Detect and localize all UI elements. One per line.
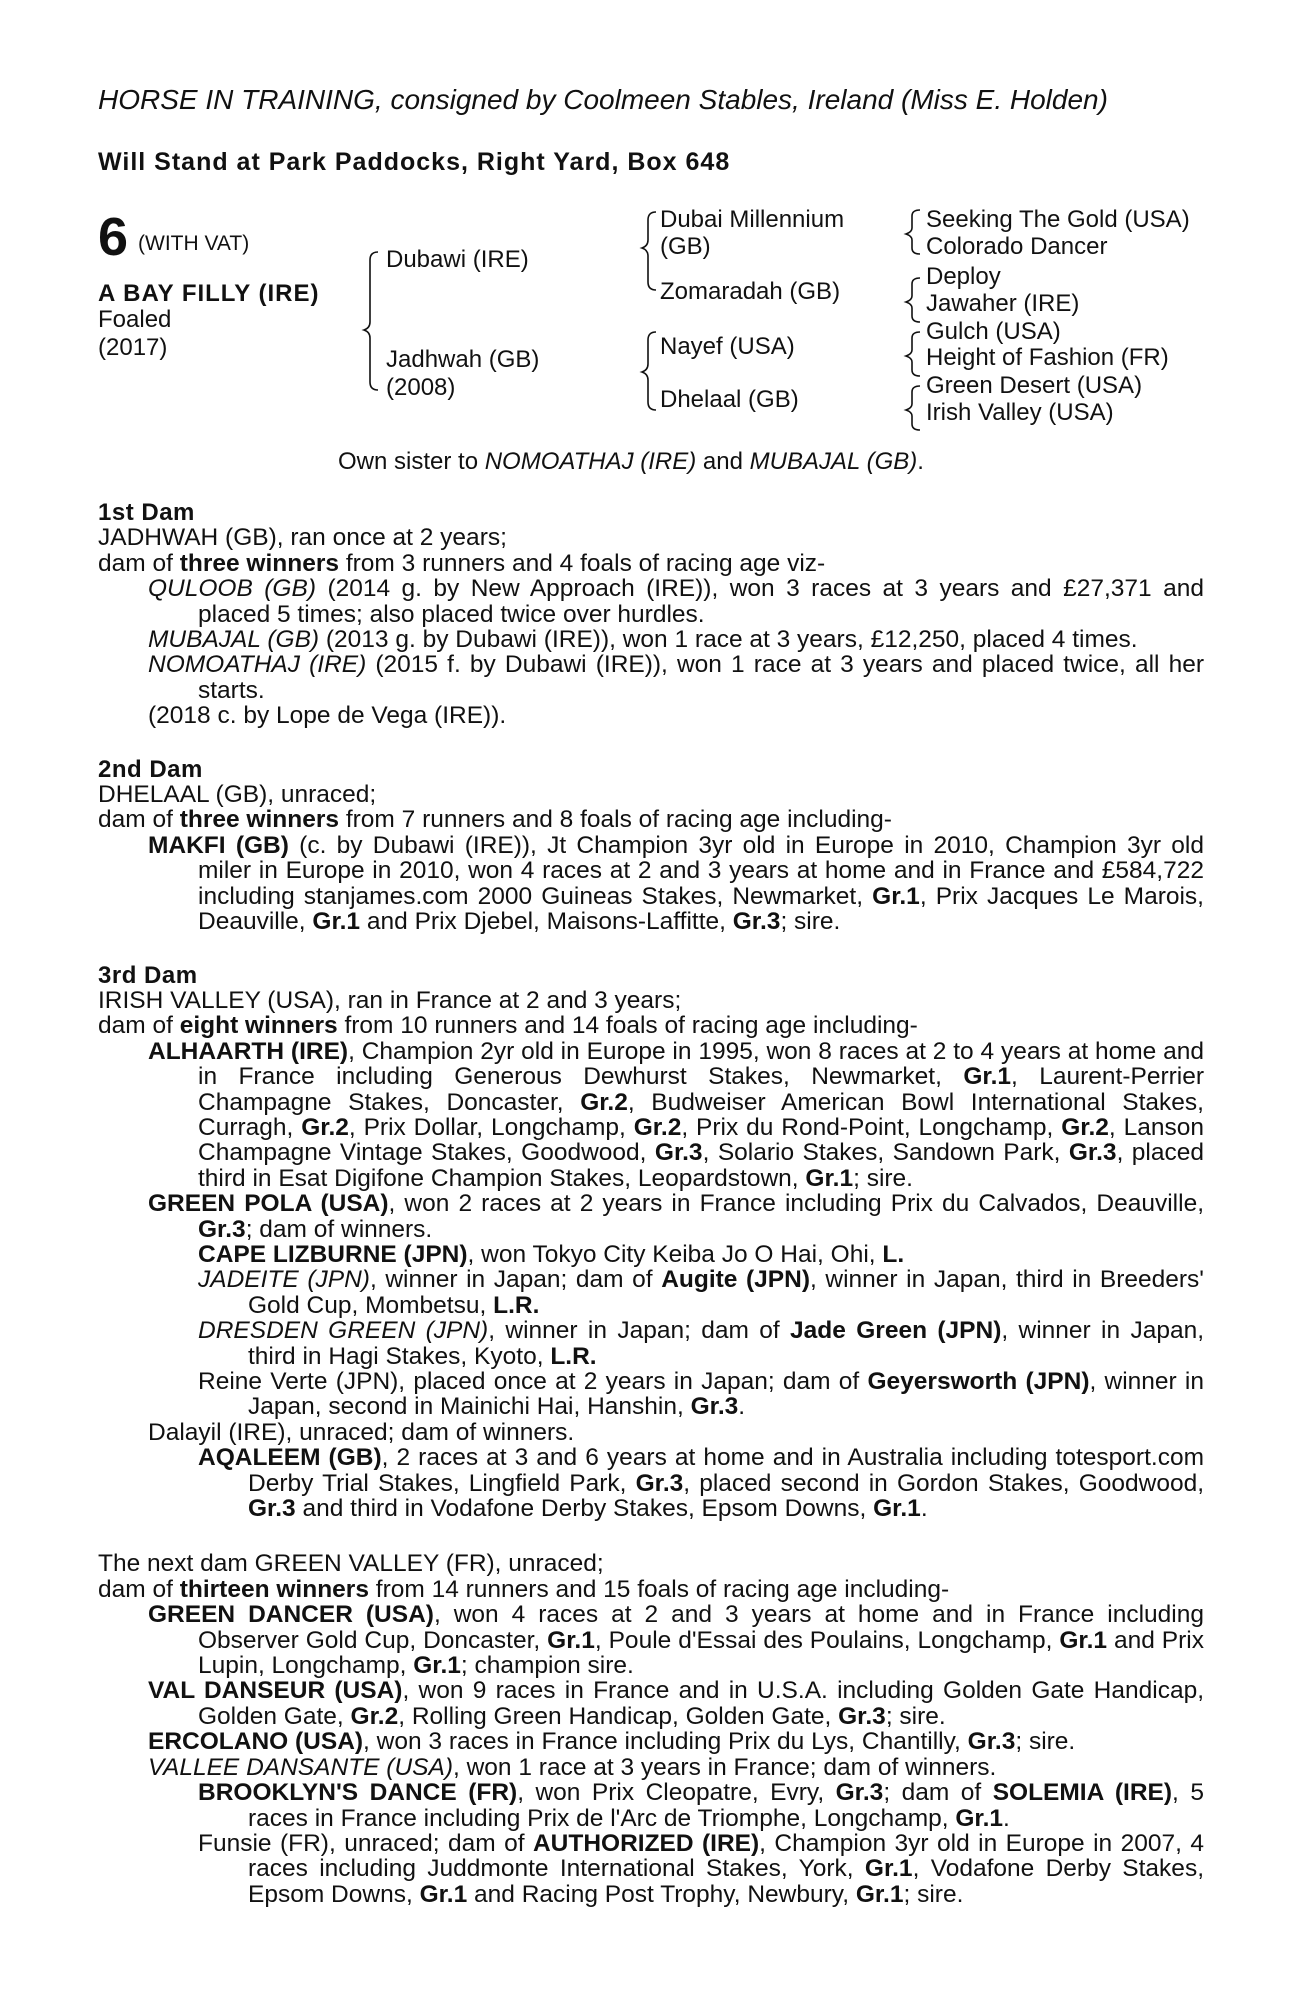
pedigree-dam-sire: Nayef (USA) (660, 333, 795, 360)
first-dam-summary: dam of three winners from 3 runners and 4 foals of racing age viz- (98, 549, 826, 577)
page-header-title: HORSE IN TRAINING, consigned by Coolmeen Stables, Ireland (Miss E. Holden) (98, 84, 1108, 115)
vat-label: (WITH VAT) (138, 232, 250, 255)
lot-number: 6 (98, 207, 129, 267)
pedigree-gen3-6: Height of Fashion (FR) (926, 344, 1169, 371)
produce-entry-aqaleem: AQALEEM (GB), 2 races at 3 and 6 years at home and in Australia including totesport.com Derby Trial Stakes, Lingfield Park, Gr.3, placed second in Gordon Stakes, Goodwood, Gr.3 and third in Vodafone Derby Stakes, Epsom Downs, Gr.1. (198, 1444, 1205, 1523)
next-dam-summary: dam of thirteen winners from 14 runners and 15 foals of racing age including- (98, 1575, 950, 1603)
produce-entry-brooklyns-dance: BROOKLYN'S DANCE (FR), won Prix Cleopatre, Evry, Gr.3; dam of SOLEMIA (IRE), 5 races in France including Prix de l'Arc de Triomphe, Longchamp, Gr.1. (198, 1779, 1204, 1832)
pedigree-gen3-5: Gulch (USA) (926, 318, 1061, 345)
produce-entry-vallee-dansante: VALLEE DANSANTE (USA), won 1 race at 3 years in France; dam of winners. (148, 1753, 997, 1781)
pedigree-gen3-1: Seeking The Gold (USA) (926, 206, 1190, 233)
pedigree-gen3-3: Deploy (926, 263, 1001, 290)
produce-entry: MUBAJAL (GB) (2013 g. by Dubawi (IRE)), won 1 race at 3 years, £12,250, placed 4 times. (148, 626, 1138, 654)
produce-entry-funsie: Funsie (FR), unraced; dam of AUTHORIZED (IRE), Champion 3yr old in Europe in 2007, 4 races including Juddmonte International Stakes, York, Gr.1, Vodafone Derby Stakes, Epsom Downs, Gr.1 and Racing Post Trophy, Newbury, Gr.1; sire. (198, 1829, 1204, 1908)
produce-entry-reine-verte: Reine Verte (JPN), placed once at 2 years in Japan; dam of Geyersworth (JPN), winner in Japan, second in Mainichi Hai, Hanshin, Gr.3. (198, 1368, 1205, 1421)
produce-entry-green-dancer: GREEN DANCER (USA), won 4 races at 2 and 3 years at home and in France including Observer Gold Cup, Doncaster, Gr.1, Poule d'Essai des Poulains, Longchamp, Gr.1 and Prix Lupin, Longchamp, Gr.1; champion sire. (148, 1601, 1204, 1680)
produce-entry: NOMOATHAJ (IRE) (2015 f. by Dubawi (IRE)), won 1 race at 3 years and placed twice, all her starts. (148, 651, 1204, 704)
pedigree-sire-dam: Zomaradah (GB) (660, 278, 841, 305)
stand-location: Will Stand at Park Paddocks, Right Yard, Box 648 (98, 148, 731, 176)
produce-entry-green-pola: GREEN POLA (USA), won 2 races at 2 years in France including Prix du Calvados, Deauville, Gr.3; dam of winners. (148, 1190, 1204, 1243)
third-dam-title: 3rd Dam (98, 961, 198, 989)
produce-entry-cape-lizburne: CAPE LIZBURNE (JPN), won Tokyo City Keiba Jo O Hai, Ohi, L. (198, 1240, 905, 1268)
next-dam-line: The next dam GREEN VALLEY (FR), unraced; (98, 1550, 604, 1578)
pedigree-dam-year: (2008) (386, 374, 456, 401)
foaled-year: (2017) (98, 334, 168, 361)
first-dam-title: 1st Dam (98, 499, 195, 526)
dam-sections (98, 500, 1204, 1907)
pedigree-sire-sire-suffix: (GB) (660, 233, 711, 260)
pedigree-sire-sire: Dubai Millennium (660, 206, 845, 233)
second-dam-title: 2nd Dam (98, 755, 203, 783)
first-dam-line: JADHWAH (GB), ran once at 2 years; (98, 524, 507, 552)
produce-entry: QULOOB (GB) (2014 g. by New Approach (IRE)), won 3 races at 3 years and £27,371 and placed 5 times; also placed twice over hurdles. (148, 575, 1204, 628)
produce-entry: (2018 c. by Lope de Vega (IRE)). (148, 702, 507, 730)
own-sister-note: Own sister to NOMOATHAJ (IRE) and MUBAJAL (GB). (338, 448, 924, 475)
lot-description: A BAY FILLY (IRE) (98, 280, 320, 307)
produce-entry-makfi: MAKFI (GB) (c. by Dubawi (IRE)), Jt Champion 3yr old in Europe in 2010, Champion 3yr old miler in Europe in 2010, won 4 races at 2 and 3 years at home and in France and £584,722 including stanjames.com 2000 Guineas Stakes, Newmarket, Gr.1, Prix Jacques Le Marois, Deauville, Gr.1 and Prix Djebel, Maisons-Laffitte, Gr.3; sire. (148, 831, 1204, 936)
produce-entry-dalayil: Dalayil (IRE), unraced; dam of winners. (148, 1418, 575, 1446)
pedigree-gen3-8: Irish Valley (USA) (926, 399, 1114, 426)
foaled-label: Foaled (98, 306, 172, 333)
pedigree-brackets (0, 0, 1314, 480)
third-dam-summary: dam of eight winners from 10 runners and 14 foals of racing age including- (98, 1012, 918, 1040)
pedigree-gen3-2: Colorado Dancer (926, 233, 1108, 260)
second-dam-line: DHELAAL (GB), unraced; (98, 781, 377, 809)
pedigree-gen3-7: Green Desert (USA) (926, 372, 1143, 399)
second-dam-summary: dam of three winners from 7 runners and 8 foals of racing age including- (98, 806, 892, 834)
pedigree-gen3-4: Jawaher (IRE) (926, 290, 1080, 317)
produce-entry-dresden-green: DRESDEN GREEN (JPN), winner in Japan; dam of Jade Green (JPN), winner in Japan, third in Hagi Stakes, Kyoto, L.R. (198, 1317, 1205, 1370)
produce-entry-val-danseur: VAL DANSEUR (USA), won 9 races in France and in U.S.A. including Golden Gate Handicap, Golden Gate, Gr.2, Rolling Green Handicap, Golden Gate, Gr.3; sire. (148, 1677, 1205, 1730)
pedigree-sire: Dubawi (IRE) (386, 246, 529, 273)
produce-entry-alhaarth: ALHAARTH (IRE), Champion 2yr old in Europe in 1995, won 8 races at 2 to 4 years at home and in France including Generous Dewhurst Stakes, Newmarket, Gr.1, Laurent-Perrier Champagne Stakes, Doncaster, Gr.2, Budweiser American Bowl International Stakes, Curragh, Gr.2, Prix Dollar, Longchamp, Gr.2, Prix du Rond-Point, Longchamp, Gr.2, Lanson Champagne Vintage Stakes, Goodwood, Gr.3, Solario Stakes, Sandown Park, Gr.3, placed third in Esat Digifone Champion Stakes, Leopardstown, Gr.1; sire. (148, 1037, 1204, 1192)
pedigree-dam: Jadhwah (GB) (386, 346, 540, 373)
produce-entry-ercolano: ERCOLANO (USA), won 3 races in France including Prix du Lys, Chantilly, Gr.3; sire. (148, 1728, 1076, 1756)
pedigree-dam-dam: Dhelaal (GB) (660, 386, 799, 413)
produce-entry-jadeite: JADEITE (JPN), winner in Japan; dam of Augite (JPN), winner in Japan, third in Breeders' Gold Cup, Mombetsu, L.R. (198, 1266, 1204, 1319)
third-dam-line: IRISH VALLEY (USA), ran in France at 2 and 3 years; (98, 986, 682, 1014)
